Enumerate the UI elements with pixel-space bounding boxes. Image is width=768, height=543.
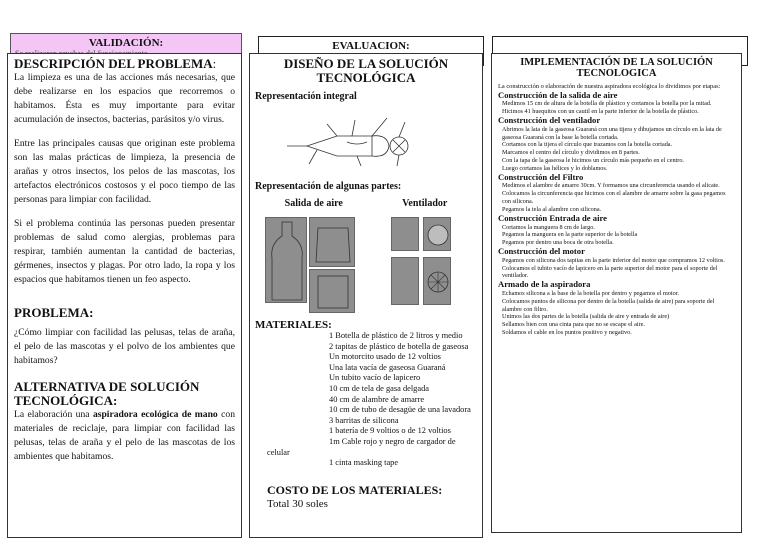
material-item: 1 cinta masking tape (329, 458, 399, 468)
parts-representation-label: Representación de algunas partes: (255, 181, 402, 192)
validacion-title: VALIDACIÓN: (88, 37, 164, 49)
material-item: 3 barritas de silicona (329, 415, 399, 425)
implementation-step: Colocamos la circunferencia que hicimos con el alambre de amarre sobre la gasa pegamos con silicona. (502, 190, 726, 206)
problema-heading: PROBLEMA: (14, 305, 94, 320)
implementation-section-heading: Construcción del Filtro (498, 172, 584, 183)
material-item: 10 cm de tubo de desagüe de una lavadora (329, 405, 471, 415)
material-item: Una lata vacía de gaseosa Guaraná (329, 362, 446, 372)
problem-paragraph-2: Entre las principales causas que originan este problema son las malas prácticas de limpieza, la presencia de arañas y otros insectos, los pelos de las mascotas, los artefactos electrónicos costosos y el poco tiempo de las personas para limpiar con facilidad. (14, 138, 235, 205)
implementation-step: Unimos las dos partes de la botella (salida de aire y entrada de aire) (502, 313, 670, 321)
implementation-step: Luego cortamos las hélices y lo doblamos. (502, 165, 608, 173)
implementation-section-heading: Construcción del motor (498, 246, 585, 257)
fan-blades-photo (423, 257, 451, 305)
bottle-photo (265, 217, 307, 303)
implementation-step: Abrimos la lata de la gaseosa Guaraná con una tijera y dibujamos un círculo en la lata de gaseosa Guaraná con la base la botella cortada. (502, 125, 722, 141)
design-title: DISEÑO DE LA SOLUCIÓN TECNOLÓGICA (283, 56, 449, 85)
material-item: 1 Botella de plástico de 2 litros y medio (329, 331, 463, 340)
cost-total: Total 30 soles (267, 497, 328, 510)
bottle-cut-photo (309, 217, 355, 267)
problem-description-heading: DESCRIPCIÓN DEL PROBLEMA: (14, 56, 217, 71)
can-sheet-photo (391, 217, 419, 251)
evaluacion-title: EVALUACION: (332, 40, 410, 52)
implementation-step: Echamos silicona a la base de la botella por dentro y pegamos el motor. (502, 289, 679, 297)
material-item: 10 cm de tela de gasa delgada (329, 383, 429, 393)
design-panel (249, 53, 483, 538)
implementation-step: Pegamos la tela al alambre con silicona. (502, 206, 602, 214)
implementation-step: Cortamos la manguera 8 cm de largo. (502, 223, 595, 231)
material-item: Un motorcito usado de 12 voltios (329, 352, 441, 362)
integral-representation-label: Representación integral (255, 91, 357, 102)
alternative-heading: ALTERNATIVA DE SOLUCIÓN TECNOLÓGICA: (14, 379, 200, 408)
problema-text: ¿Cómo limpiar con facilidad las pelusas, telas de araña, el pelo de las mascotas y el polvo de los ambientes que habitamos? (14, 327, 235, 366)
implementation-intro: La construcción o elaboración de nuestra aspiradora ecológica lo dividimos por etapas: (498, 83, 721, 90)
implementation-step: Marcamos el centro del círculo y dividimos en 8 partes. (502, 149, 640, 157)
implementation-step: Sellamos bien con una cinta para que no se escape el aire. (502, 321, 645, 329)
material-item: 40 cm de alambre de amarre (329, 394, 425, 404)
implementation-section-heading: Construcción Entrada de aire (498, 213, 607, 224)
implementation-step: Medimos 15 cm de altura de la botella de plástico y cortamos la botella por la mitad. (502, 100, 712, 108)
material-item: 2 tapitas de plástico de botella de gaseosa (329, 341, 469, 351)
fan-cut-photo (391, 257, 419, 305)
problem-panel (7, 53, 242, 538)
implementation-panel (491, 53, 742, 533)
implementation-step: Pegamos con silicona dos tapitas en la parte inferior del motor que compramos 12 voltios. (502, 256, 725, 264)
implementation-step: Con la tapa de la gaseosa le hicimos un círculo más pequeño en el centro. (502, 157, 684, 165)
material-item: 1m Cable rojo y negro de cargador de celular (267, 436, 456, 457)
can-circle-photo (423, 217, 451, 251)
material-item: Un tubito vacío de lapicero (329, 373, 421, 383)
implementation-step: Colocamos el tubito vacío de lapicero en la parte superior del motor para el soporte del ventilador. (502, 264, 718, 280)
implementation-sections (498, 91, 735, 337)
materials-list (255, 331, 477, 469)
implementation-step: Cortamos con la tijera el círculo que trazamos con la botella cortada. (502, 141, 673, 149)
parts-photos (255, 217, 477, 319)
bottle-holes-photo (309, 269, 355, 313)
implementation-step: Soldamos el cable en los puntos positivo y negativo. (502, 329, 632, 337)
problem-paragraph-1: La limpieza es una de las acciones más necesarias, que debe realizarse en los espacios que recorremos o habitamos. Ésta es muy importante para evitar acumulación de insectos, bacterias, parásitos y/o virus. (14, 72, 235, 125)
implementation-step: Medimos el alambre de amarre 30cm. Y formamos una circunferencia usando el alicate. (502, 182, 720, 190)
implementation-section-heading: Armado de la aspiradora (498, 279, 591, 290)
vacuum-sketch-illustration (277, 106, 427, 172)
parts-labels (255, 198, 477, 209)
alternative-text: La elaboración una aspiradora ecológica de mano con materiales de reciclaje, para limpiar con facilidad las pelusas, telas de araña y el pelo de las mascotas de los ambientes que habitamos. (14, 409, 235, 462)
cost-heading: COSTO DE LOS MATERIALES: (267, 482, 443, 497)
air-outlet-label: Salida de aire (284, 198, 343, 209)
fan-label: Ventilador (402, 198, 448, 209)
implementation-title: IMPLEMENTACIÓN DE LA SOLUCIÓN TECNOLOGICA (520, 57, 713, 79)
implementation-step: Pegamos por dentro una boca de otra botella. (502, 239, 614, 247)
implementation-step: Pegamos la manguera en la parte superior de la botella (502, 231, 638, 239)
materials-heading: MATERIALES: (255, 319, 332, 331)
implementation-section-heading: Construcción del ventilador (498, 115, 601, 126)
problem-paragraph-3: Si el problema continúa las personas pueden presentar problemas de salud como alergias, problemas para respirar, también aumentan la cantidad de bacterias, gérmenes, insectos y plagas. Por otro lado, la ropa y los espacios que habitamos tienen un feo aspecto. (14, 218, 235, 285)
implementation-section-heading: Construcción de la salida de aire (498, 90, 618, 100)
implementation-step: Hicimos 41 huequitos con un cautil en la parte inferior de la botella de plástico. (502, 108, 699, 116)
implementation-step: Colocamos puntos de silicona por dentro de la botella (salida de aire) para soporte del alambre con filtro. (502, 297, 715, 313)
material-item: 1 batería de 9 voltios o de 12 voltios (329, 426, 451, 436)
